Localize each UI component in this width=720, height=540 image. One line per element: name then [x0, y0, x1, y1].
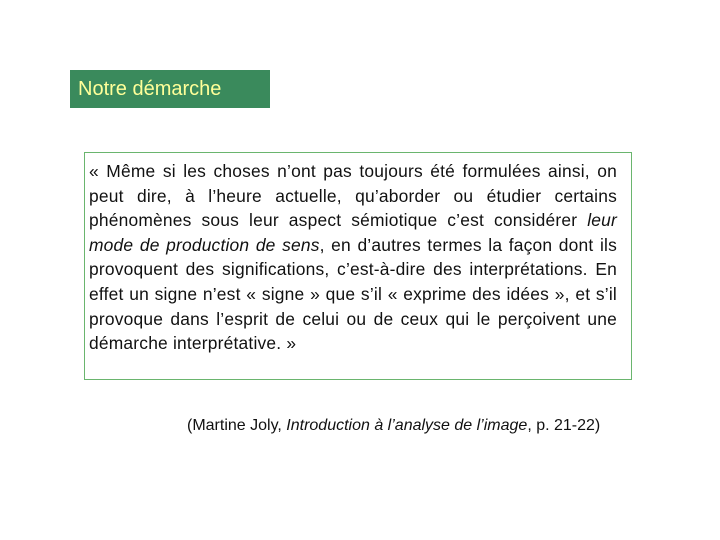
quote-emphasis: leur mode de production de sens — [89, 210, 617, 255]
citation-prefix: (Martine Joly, — [187, 417, 287, 434]
citation-suffix: , p. 21-22) — [527, 417, 601, 434]
quote-text — [89, 159, 617, 356]
quote-part-1: « Même si les choses n’ont pas toujours été formulées ainsi, on peut dire, à l’heure actuelle, qu’aborder ou étudier certains phénomènes sous leur aspect sémiotique c’est considérer — [89, 161, 617, 231]
citation — [187, 417, 600, 435]
quote-part-2: , en d’autres termes la façon dont ils provoquent des significations, c’est-à-dire des interprétations. En effet un signe n’est « signe » que s’il « exprime des idées », et s’il provoque dans l’esprit de celui ou de ceux qui le perçoivent une démarche interprétative. » — [89, 234, 617, 354]
quote-box — [84, 152, 632, 380]
section-title-box — [70, 70, 270, 108]
section-title: Notre démarche — [78, 78, 222, 100]
citation-book-title: Introduction à l’analyse de l’image — [286, 417, 528, 434]
